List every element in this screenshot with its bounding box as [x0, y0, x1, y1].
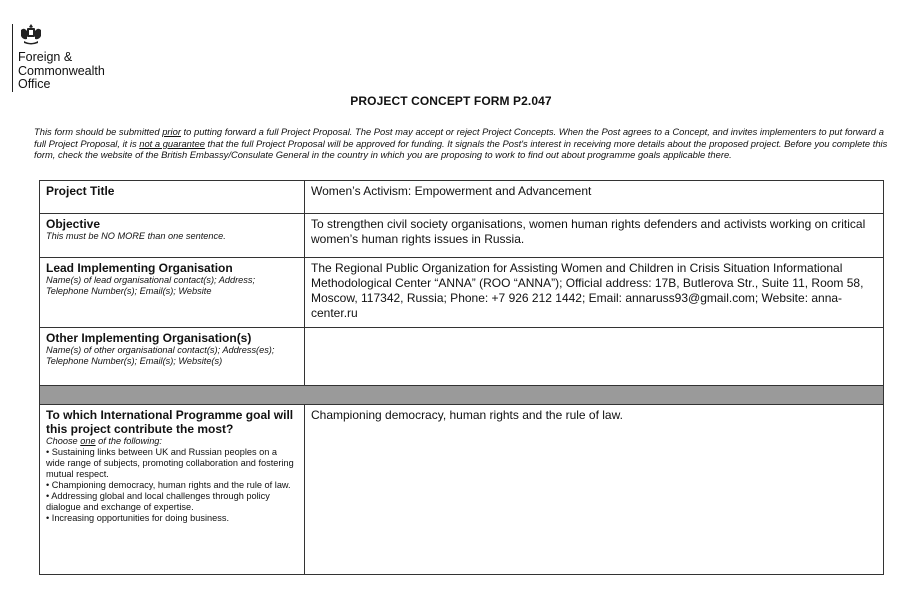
- lead-org-hint: Name(s) of lead organisational contact(s); Address; Telephone Number(s); Email(s); Website: [46, 275, 256, 296]
- goal-option: • Championing democracy, human rights and the rule of law.: [46, 480, 291, 490]
- royal-coat-of-arms-icon: [18, 22, 44, 48]
- form-title: PROJECT CONCEPT FORM P2.047: [350, 94, 552, 108]
- label-cell: [40, 258, 305, 328]
- goal-hint-pre: Choose: [46, 436, 81, 446]
- goal-option: • Increasing opportunities for doing business.: [46, 513, 229, 523]
- value-cell: [305, 258, 884, 328]
- organisation-name: [18, 51, 105, 92]
- goal-hint: [46, 436, 298, 447]
- logo-divider: [12, 24, 13, 92]
- intro-prior: prior: [162, 126, 181, 137]
- objective-hint: This must be NO MORE than one sentence.: [46, 231, 226, 241]
- value-cell: [305, 328, 884, 386]
- project-concept-table: [39, 180, 884, 575]
- label-cell: [40, 214, 305, 258]
- other-org-hint: Name(s) of other organisational contact(s); Address(es); Telephone Number(s); Email(s); Website(s): [46, 345, 275, 366]
- row-other-organisations: [40, 328, 884, 386]
- org-name-line-3: Office: [18, 77, 51, 91]
- label-cell: [40, 328, 305, 386]
- value-cell: [305, 214, 884, 258]
- goal-option: • Sustaining links between UK and Russian peoples on a wide range of subjects, promoting collaboration and fostering mutual respect.: [46, 447, 294, 479]
- objective-value: To strengthen civil society organisations, women human rights defenders and activists working on critical women’s human rights issues in Russia.: [311, 217, 866, 246]
- separator-cell: [40, 386, 884, 405]
- project-title-value: Women’s Activism: Empowerment and Advancement: [311, 184, 592, 198]
- row-lead-organisation: [40, 258, 884, 328]
- intro-paragraph: [34, 126, 896, 161]
- org-name-line-1: Foreign &: [18, 50, 73, 64]
- project-title-label: Project Title: [46, 184, 115, 198]
- label-cell: [40, 181, 305, 214]
- org-name-line-2: Commonwealth: [18, 63, 105, 78]
- intro-part-1: This form should be submitted: [34, 126, 163, 137]
- value-cell: [305, 405, 884, 575]
- value-cell: [305, 181, 884, 214]
- goal-value: Championing democracy, human rights and the rule of law.: [311, 408, 623, 422]
- section-separator: [40, 386, 884, 405]
- objective-label: Objective: [46, 217, 101, 231]
- lead-org-label: Lead Implementing Organisation: [46, 261, 233, 275]
- label-cell: [40, 405, 305, 575]
- goal-hint-one: one: [80, 436, 96, 446]
- lead-org-value: The Regional Public Organization for Assisting Women and Children in Crisis Situation Informational Methodological Center “ANNA” (ROO “ANNA”); Official address: 17B, Butlerova Str., Suite 11, Room 58, Moscow, 117342, Russia; Phone: +7 926 212 1442; Email: annaruss93@gmail.com; Website: anna-center.ru: [311, 261, 864, 320]
- row-project-title: [40, 181, 884, 214]
- intro-part-2: to putting forward a full Project Proposal. The Post may accept or reject Project Concepts. When the Post agrees to a Concept, and invites implementers to put forward a full Project Proposal, it is: [34, 126, 884, 149]
- row-programme-goal: [40, 405, 884, 575]
- goal-option: • Addressing global and local challenges through policy dialogue and exchange of expertise.: [46, 491, 270, 512]
- goal-label: To which International Programme goal will this project contribute the most?: [46, 408, 294, 436]
- intro-part-3: that the full Project Proposal will be approved for funding. It signals the Post's interest in receiving more details about the proposed project. Before you complete this form, check the website of the British Embassy/Consulate General in the country in which you are proposing to work to find out about programme goals applicable there.: [34, 137, 888, 161]
- other-org-label: Other Implementing Organisation(s): [46, 331, 252, 345]
- intro-not-guarantee: not a guarantee: [139, 137, 205, 149]
- row-objective: [40, 214, 884, 258]
- goal-hint-post: of the following:: [95, 436, 162, 446]
